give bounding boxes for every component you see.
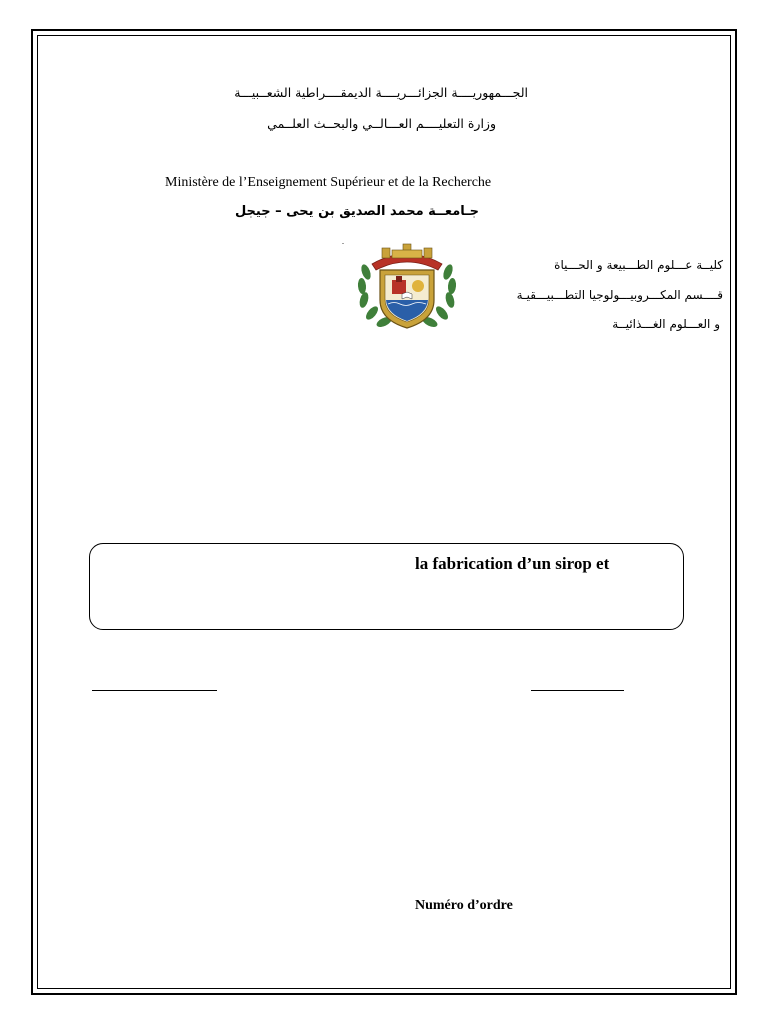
- university-name: جـامعــة محمد الصديق بن يحى – جيجل: [234, 204, 479, 219]
- order-number-label: Numéro d’ordre: [415, 898, 513, 913]
- stray-dot: .: [342, 237, 344, 246]
- republic-heading: الجـــمهوريــــة الجزائـــريــــة الديمقــــراطية الشعــبيـــة: [234, 85, 528, 100]
- faculty-name: كليــة عـــلوم الطـــبيعة و الحـــياة: [554, 258, 723, 272]
- department-name-continued: و العـــلوم الغـــذائيــة: [612, 317, 720, 331]
- university-emblem-icon: [352, 242, 462, 334]
- ministry-french: Ministère de l’Enseignement Supérieur et de la Recherche: [165, 175, 492, 190]
- thesis-title: la fabrication d’un sirop et: [415, 554, 610, 573]
- ministry-arabic: وزارة التعليــــم العـــالــي والبحــث العلــمي: [267, 116, 496, 131]
- signature-line-left: [92, 690, 217, 691]
- department-name: قــــسم المكـــروبيـــولوجيا التطـــبيـــقيـة: [516, 288, 723, 302]
- signature-line-right: [531, 690, 624, 691]
